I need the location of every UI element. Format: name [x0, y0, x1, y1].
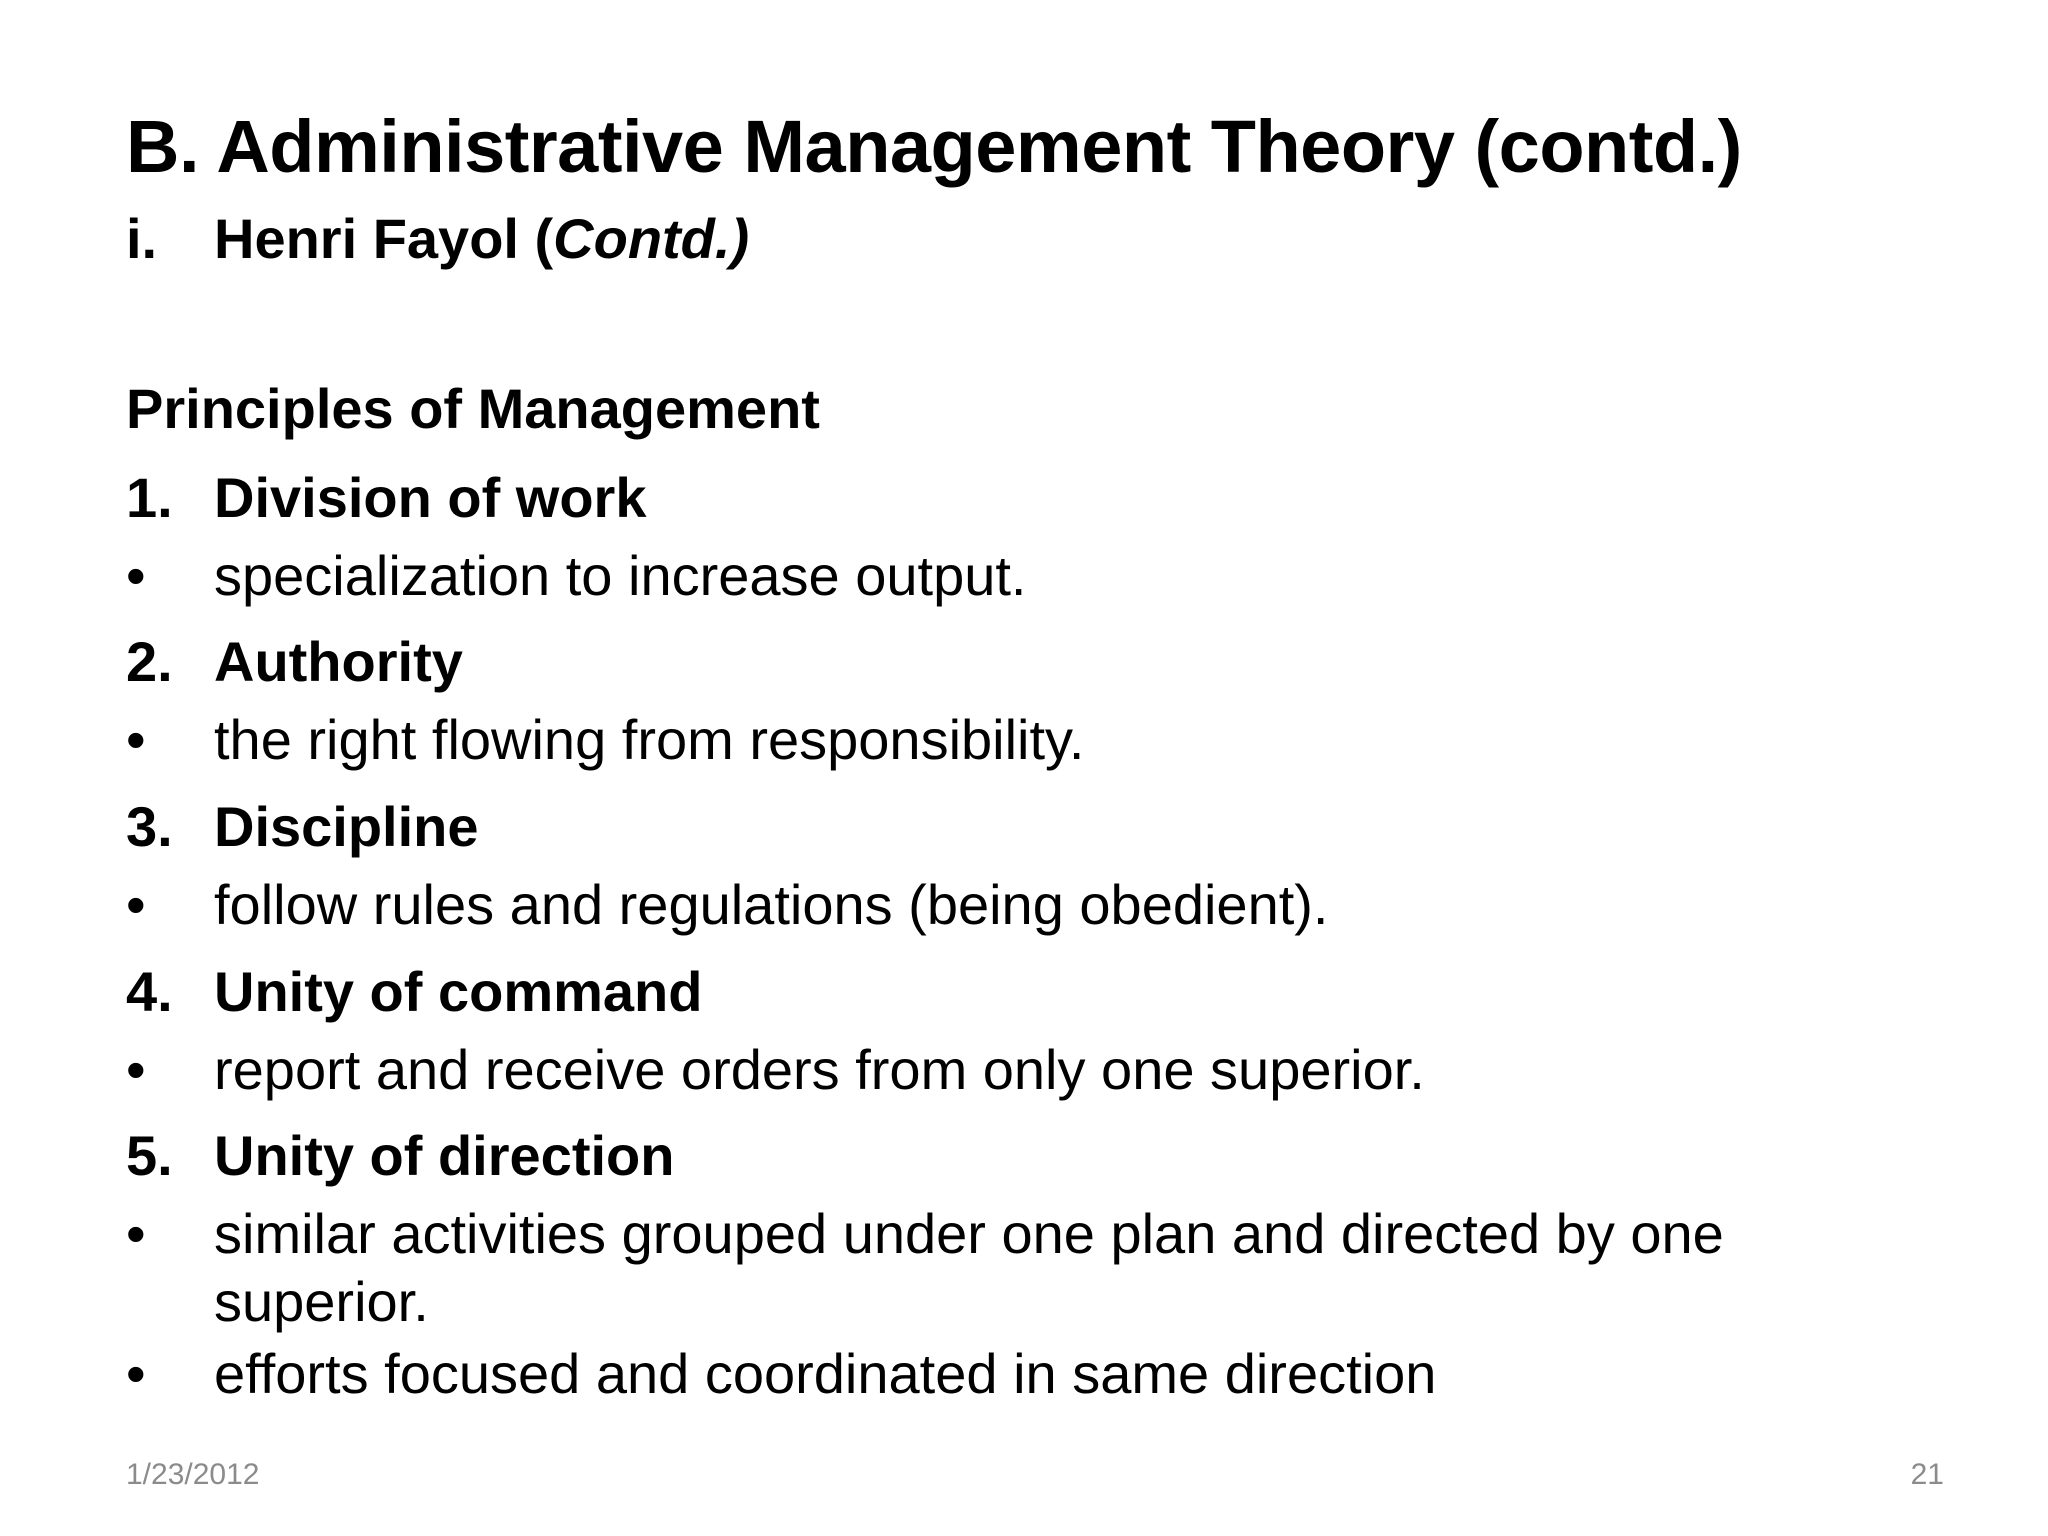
- principle-number: 4.: [126, 960, 173, 1023]
- bullet-text: similar activities grouped under one plan and directed by one: [214, 1202, 1724, 1265]
- principle-number: 5.: [126, 1124, 173, 1187]
- principle-name: Division of work: [214, 466, 647, 529]
- bullet-text: superior.: [214, 1270, 429, 1333]
- slide-title: B. Administrative Management Theory (contd.): [126, 105, 1742, 188]
- section-heading: Principles of Management: [126, 377, 820, 440]
- bullet-text: specialization to increase output.: [214, 544, 1027, 607]
- bullet-text: the right flowing from responsibility.: [214, 708, 1085, 771]
- principle-number: 1.: [126, 466, 173, 529]
- principle-name: Authority: [214, 630, 463, 693]
- bullet-glyph: •: [126, 873, 146, 936]
- principle-number: 2.: [126, 630, 173, 693]
- bullet-text: efforts focused and coordinated in same direction: [214, 1342, 1437, 1405]
- bullet-glyph: •: [126, 1038, 146, 1101]
- subtitle-text: [214, 206, 749, 271]
- bullet-glyph: •: [126, 1342, 146, 1405]
- principle-name: Unity of command: [214, 960, 703, 1023]
- bullet-glyph: •: [126, 1202, 146, 1265]
- footer-date: 1/23/2012: [126, 1458, 260, 1491]
- bullet-text: follow rules and regulations (being obedient).: [214, 873, 1329, 936]
- subtitle-marker: i.: [126, 207, 158, 270]
- principle-name: Unity of direction: [214, 1124, 675, 1187]
- principle-name: Discipline: [214, 795, 479, 858]
- principle-number: 3.: [126, 795, 173, 858]
- bullet-glyph: •: [126, 708, 146, 771]
- subtitle-name: Henri Fayol (: [214, 207, 554, 270]
- subtitle-italic: Contd.): [553, 207, 750, 270]
- page-number: 21: [1910, 1458, 1944, 1491]
- bullet-glyph: •: [126, 544, 146, 607]
- bullet-text: report and receive orders from only one superior.: [214, 1038, 1425, 1101]
